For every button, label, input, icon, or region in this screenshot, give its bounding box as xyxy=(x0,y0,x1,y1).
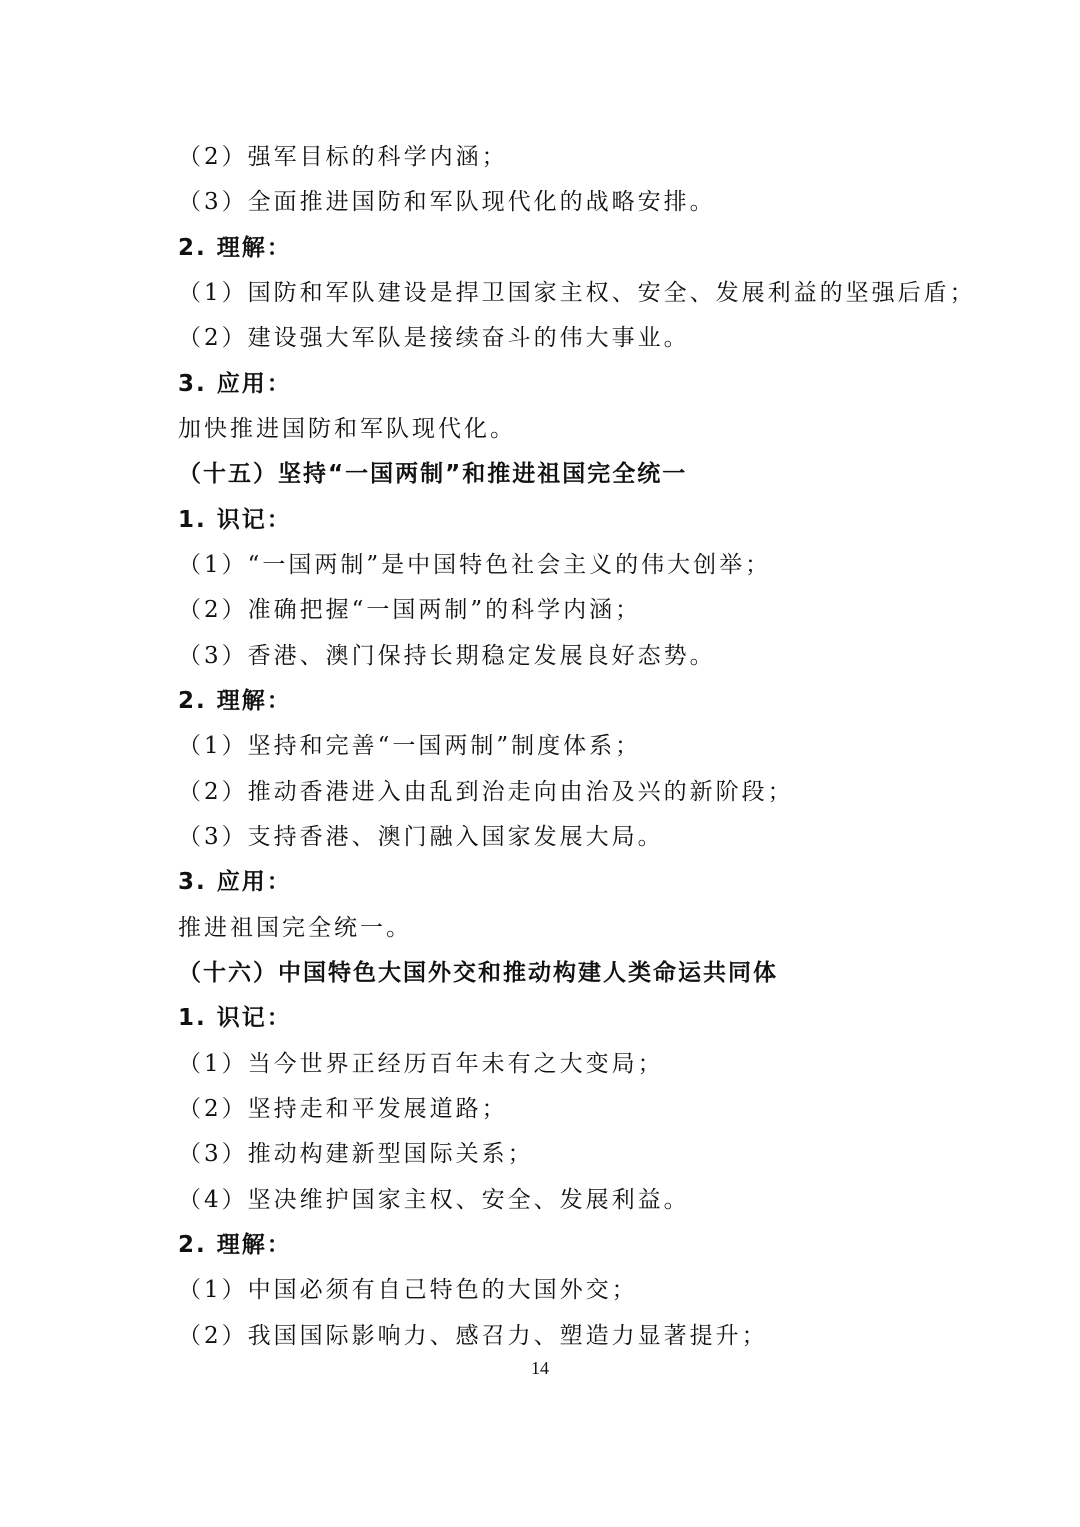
list-item: （1）国防和军队建设是捍卫国家主权、安全、发展利益的坚强后盾； xyxy=(178,280,976,306)
list-item: （1）“一国两制”是中国特色社会主义的伟大创举； xyxy=(178,552,772,578)
list-item: （2）推动香港进入由乱到治走向由治及兴的新阶段； xyxy=(178,779,794,805)
list-item: （3）全面推进国防和军队现代化的战略安排。 xyxy=(178,189,716,215)
body-text: 推进祖国完全统一。 xyxy=(178,915,412,941)
subheading: 2. 理解： xyxy=(178,688,292,714)
subheading: 1. 识记： xyxy=(178,507,292,533)
section-heading: （十六）中国特色大国外交和推动构建人类命运共同体 xyxy=(178,960,778,986)
subheading: 3. 应用： xyxy=(178,371,292,397)
body-text: 加快推进国防和军队现代化。 xyxy=(178,416,516,442)
subheading: 1. 识记： xyxy=(178,1005,292,1031)
subheading: 2. 理解： xyxy=(178,1232,292,1258)
list-item: （2）强军目标的科学内涵； xyxy=(178,144,508,170)
list-item: （1）中国必须有自己特色的大国外交； xyxy=(178,1277,638,1303)
list-item: （2）准确把握“一国两制”的科学内涵； xyxy=(178,597,642,623)
list-item: （3）推动构建新型国际关系； xyxy=(178,1141,534,1167)
list-item: （3）支持香港、澳门融入国家发展大局。 xyxy=(178,824,664,850)
page-number: 14 xyxy=(531,1358,549,1378)
section-heading: （十五）坚持“一国两制”和推进祖国完全统一 xyxy=(178,461,688,487)
list-item: （2）建设强大军队是接续奋斗的伟大事业。 xyxy=(178,325,690,351)
list-item: （3）香港、澳门保持长期稳定发展良好态势。 xyxy=(178,643,716,669)
subheading: 3. 应用： xyxy=(178,869,292,895)
list-item: （1）当今世界正经历百年未有之大变局； xyxy=(178,1051,664,1077)
list-item: （4）坚决维护国家主权、安全、发展利益。 xyxy=(178,1187,690,1213)
list-item: （1）坚持和完善“一国两制”制度体系； xyxy=(178,733,642,759)
list-item: （2）我国国际影响力、感召力、塑造力显著提升； xyxy=(178,1323,768,1349)
subheading: 2. 理解： xyxy=(178,235,292,261)
list-item: （2）坚持走和平发展道路； xyxy=(178,1096,508,1122)
